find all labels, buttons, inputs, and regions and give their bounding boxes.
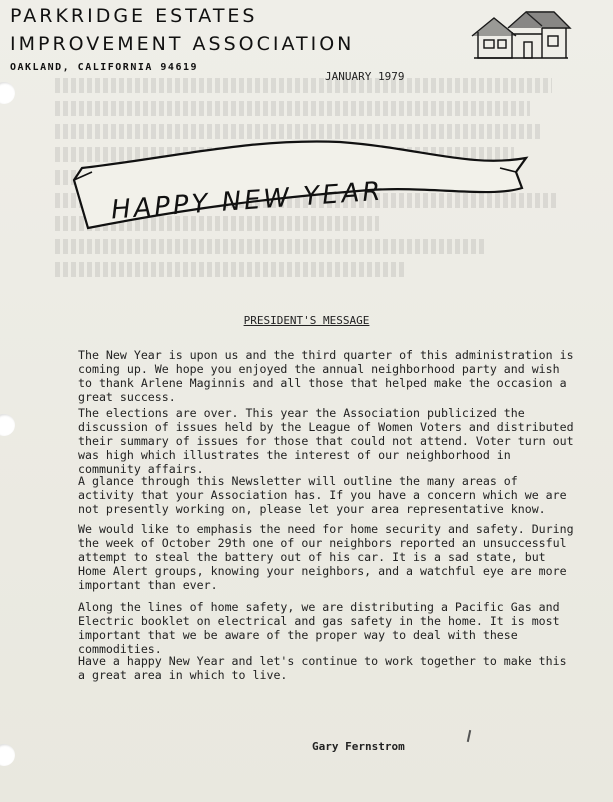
happy-new-year-banner <box>70 128 530 238</box>
presidents-message-heading: PRESIDENT'S MESSAGE <box>243 314 370 327</box>
issue-date: JANUARY 1979 <box>325 70 405 83</box>
message-paragraph-6: Have a happy New Year and let's continue to work together to make this a great area in which to live. <box>78 654 567 682</box>
message-paragraph-5: Along the lines of home safety, we are distributing a Pacific Gas and Electric booklet on electrical and gas safety in the home. It is most important that we be aware of the proper way to deal with these commodities. <box>78 600 560 656</box>
binder-hole-middle <box>0 414 15 436</box>
binder-hole-top <box>0 82 15 104</box>
binder-hole-bottom <box>0 744 15 766</box>
org-name-line-2: IMPROVEMENT ASSOCIATION <box>10 33 355 55</box>
org-city: OAKLAND, CALIFORNIA 94619 <box>10 62 199 73</box>
message-paragraph-2: The elections are over. This year the Association publicized the discussion of issues held by the League of Women Voters and distributed their summary of issues for those that could not attend. Voter turn out was high which illustrates the interest of our neighborhood in community affairs. <box>78 406 574 476</box>
banner-text: HAPPY NEW YEAR <box>110 176 385 226</box>
pen-mark <box>467 730 471 742</box>
message-paragraph-4: We would like to emphasis the need for home security and safety. During the week of October 29th one of our neighbors reported an unsuccessful attempt to steal the battery out of his car. It is a sad state, but Home Alert groups, knowing your neighbors, and a watchful eye are more important than ever. <box>78 522 574 592</box>
org-name-line-1: PARKRIDGE ESTATES <box>10 5 258 27</box>
signature: Gary Fernstrom <box>312 740 405 753</box>
house-icon <box>468 6 574 62</box>
message-paragraph-3: A glance through this Newsletter will outline the many areas of activity that your Association has. If you have a concern which we are not presently working on, please let your area representative know. <box>78 474 567 516</box>
message-paragraph-1: The New Year is upon us and the third quarter of this administration is coming up. We hope you enjoyed the annual neighborhood party and wish to thank Arlene Maginnis and all those that helped make the occasion a great success. <box>78 348 574 404</box>
